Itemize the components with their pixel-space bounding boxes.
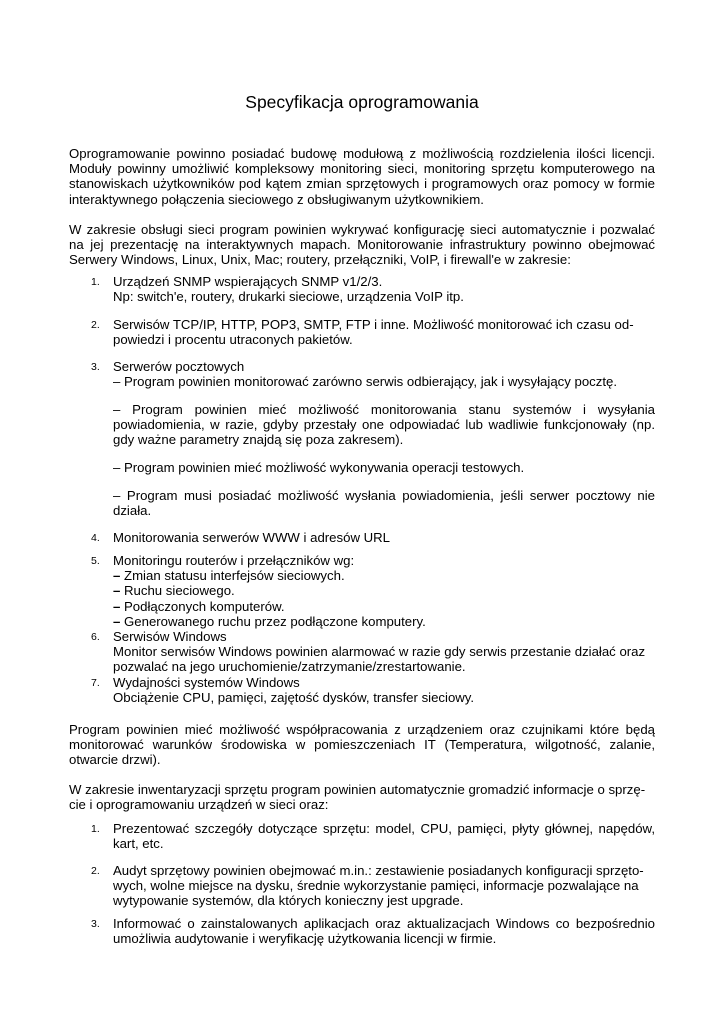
list-item [113,530,655,545]
list-item [113,553,655,629]
list-item-line: powiedzi i procentu utraconych pakietów. [113,332,353,348]
list-item-line: pozwalać na jego uruchomienie/zatrzymanie/zrestartowanie. [113,659,466,675]
list-number: 2. [91,865,100,877]
list-item-line: Monitorowania serwerów WWW i adresów URL [113,530,391,545]
list-item [113,359,655,389]
inventory-paragraph [69,782,655,812]
dash-bullet: – [113,598,121,614]
list-item [113,274,655,304]
list-number: 2. [91,319,100,331]
list-item-line: Serwerów pocztowych [113,359,245,374]
sub-paragraph: – Program powinien mieć możliwość wykonywania operacji testowych. [113,460,525,475]
dash-bullet: – [113,568,121,584]
list-item-line: Serwisów Windows [113,629,227,644]
list-number: 6. [91,631,100,643]
list-item-line: Generowanego ruchu przez podłączone komputery. [124,613,426,629]
intro-paragraph: Oprogramowanie powinno posiadać budowę modułową z możliwością rozdzielenia ilości licencji. Moduły powinny umożliwić kompleksowy monitoring sieci, monitoring sprzętu komputerowego na stanowiskach użytkowników pod kątem zmian sprzętowych i programowych oraz pomocy w formie interaktywnego połączenia sieciowego z obsługiwanym użytkownikiem. [69,146,655,207]
list-item-line: Serwisów TCP/IP, HTTP, POP3, SMTP, FTP i inne. Możliwość monitorować ich czasu od- [113,317,634,332]
list-item-line: Wydajności systemów Windows [113,675,300,690]
network-paragraph: W zakresie obsługi sieci program powinien wykrywać konfigurację sieci automatycznie i pozwalać na jej prezentację na interaktywnych mapach. Monitorowanie infrastruktury powinno obejmować Serwery Windows, Linux, Unix, Mac; routery, przełączniki, VoIP, i firewall'e w zakresie: [69,222,655,268]
list-item: Prezentować szczegóły dotyczące sprzętu: model, CPU, pamięci, płyty głównej, napędów, kart, etc. [113,821,655,852]
paragraph-line: W zakresie inwentaryzacji sprzętu program powinien automatycznie gromadzić informacje o sprzę- [69,782,646,797]
environment-paragraph: Program powinien mieć możliwość współpracowania z urządzeniem oraz czujnikami które będą monitorować warunków środowiska w pomieszczeniach IT (Temperatura, wilgotność, zalanie, otwarcie drzwi). [69,722,655,768]
list-number: 4. [91,532,100,544]
list-number: 1. [91,823,100,835]
list-item [113,629,655,675]
list-number: 1. [91,276,100,288]
dash-bullet: – [113,583,121,599]
list-item-line: Monitoringu routerów i przełączników wg: [113,553,355,568]
list-item: Informować o zainstalowanych aplikacjach oraz aktualizacjach Windows co bezpośrednio umożliwia audytowanie i weryfikację użytkowania licencji w firmie. [113,916,655,947]
dash-bullet: – [113,613,121,629]
list-item-line: Podłączonych komputerów. [124,598,285,614]
list-item [113,675,655,705]
list-item-line: Np: switch'e, routery, drukarki sieciowe, urządzenia VoIP itp. [113,289,464,305]
list-item-line: – Program powinien monitorować zarówno serwis odbierający, jak i wysyłający pocztę. [113,374,618,390]
list-item-line: wych, wolne miejsce na dysku, średnie wykorzystanie pamięci, informacje pozwalające na [113,878,639,894]
list-item-line: wytypowanie systemów, dla których konieczny jest upgrade. [113,893,464,909]
list-number: 3. [91,918,100,930]
list-item-line: Ruchu sieciowego. [124,583,235,599]
sub-paragraph: – Program powinien mieć możliwość monitorowania stanu systemów i wysyłania powiadomienia, w razie, gdyby przestały one odpowiadać lub wadliwie funkcjonowały (np. gdy ważne parametry znajdą się poza zakresem). [113,402,655,448]
paragraph-line: cie i oprogramowaniu urządzeń w sieci oraz: [69,797,329,813]
sub-paragraph: – Program musi posiadać możliwość wysłania powiadomienia, jeśli serwer pocztowy nie działa. [113,488,655,519]
list-number: 7. [91,677,100,689]
list-item-line: Urządzeń SNMP wspierających SNMP v1/2/3. [113,274,383,289]
list-item [113,863,655,909]
list-number: 5. [91,555,100,567]
list-number: 3. [91,361,100,373]
page-title: Specyfikacja oprogramowania [245,92,479,112]
list-item-line: Monitor serwisów Windows powinien alarmować w razie gdy serwis przestanie działać oraz [113,644,646,660]
list-item [113,317,655,347]
list-item-line: Obciążenie CPU, pamięci, zajętość dysków, transfer sieciowy. [113,690,475,706]
list-item-line: Audyt sprzętowy powinien obejmować m.in.: zestawienie posiadanych konfiguracji sprzęto- [113,863,644,878]
list-item-line: Zmian statusu interfejsów sieciowych. [124,568,345,584]
